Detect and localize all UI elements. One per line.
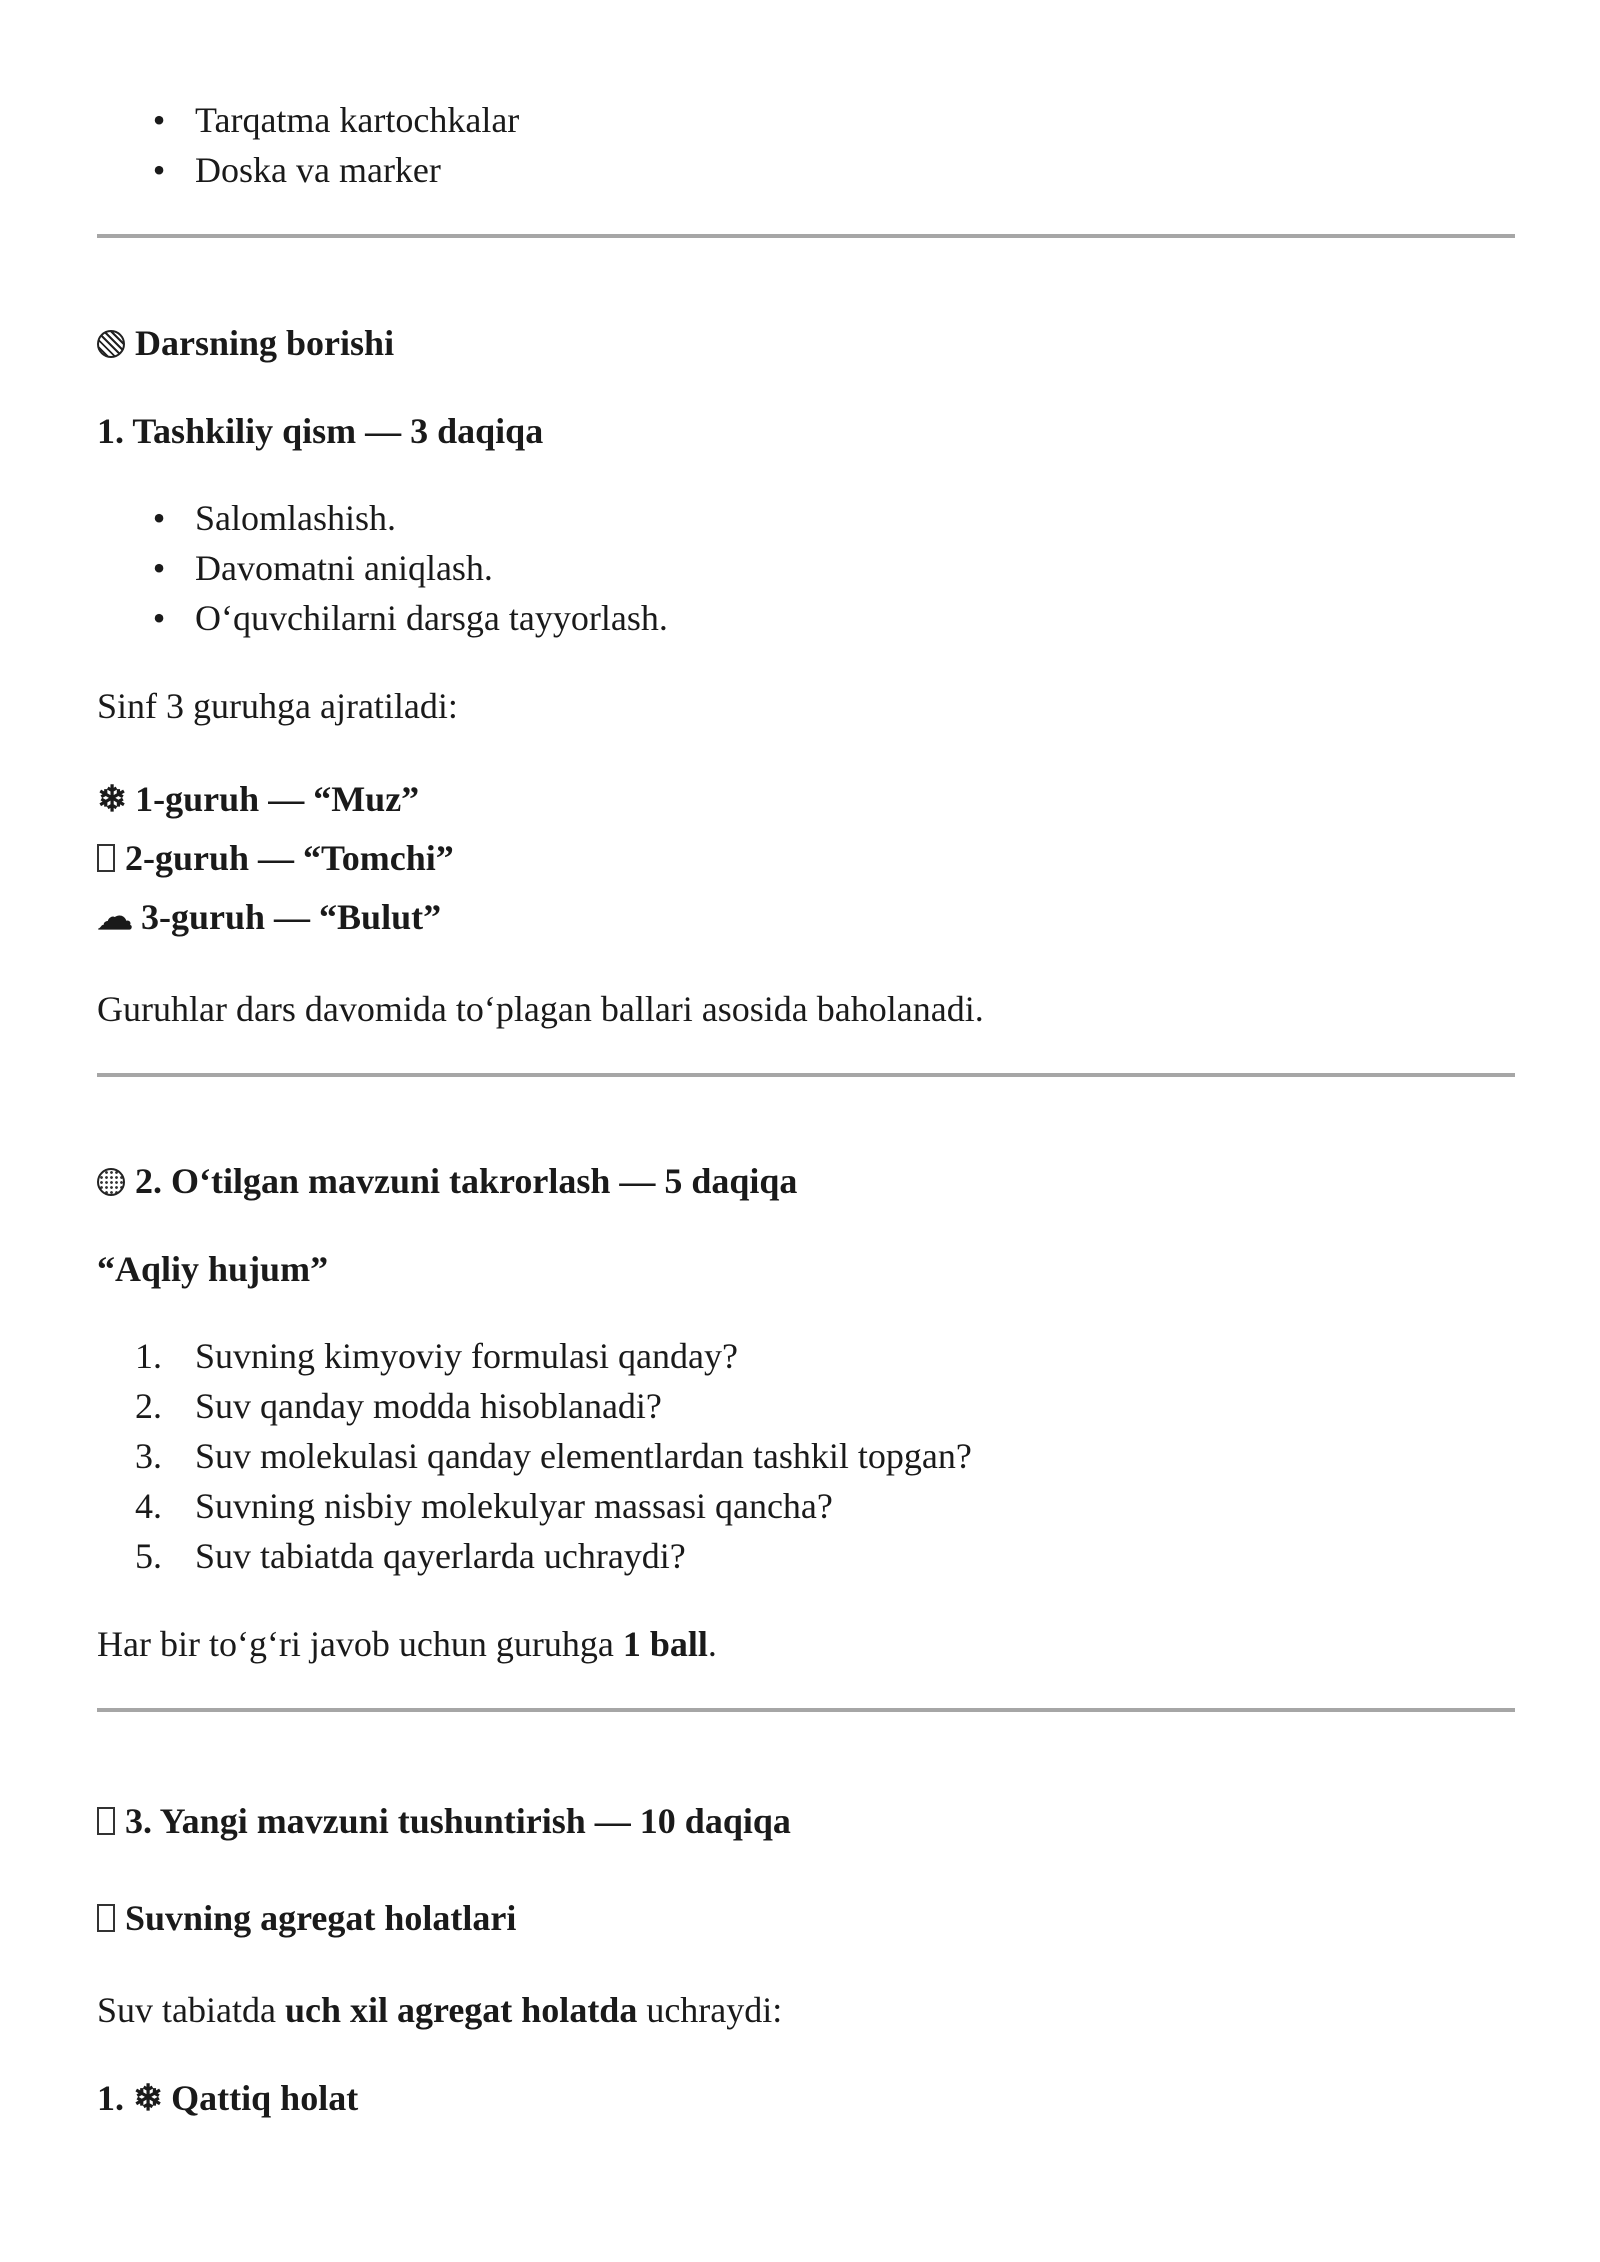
hatched-circle-icon (97, 330, 125, 358)
score-note: Har bir to‘g‘ri javob uchun guruhga 1 ball. (97, 1624, 717, 1664)
group-muz: ❄ 1-guruh — “Muz” (97, 774, 419, 824)
part3-heading: 3. Yangi mavzuni tushuntirish — 10 daqiqa (97, 1796, 791, 1846)
part2-subheading: “Aqliy hujum” (97, 1249, 329, 1289)
list-item: 3. Suv molekulasi qanday elementlardan tashkil topgan? (97, 1431, 972, 1481)
list-item: 4. Suvning nisbiy molekulyar massasi qancha? (97, 1481, 972, 1531)
part1-heading: 1. Tashkiliy qism — 3 daqiqa (97, 411, 544, 451)
list-number: 5. (135, 1536, 162, 1576)
list-item: 5. Suv tabiatda qayerlarda uchraydi? (97, 1531, 972, 1581)
part3-subheading: Suvning agregat holatlari (97, 1893, 516, 1943)
group-bulut: ☁ 3-guruh — “Bulut” (97, 892, 441, 942)
cloud-icon: ☁ (97, 897, 133, 937)
states-intro: Suv tabiatda uch xil agregat holatda uchraydi: (97, 1990, 783, 2030)
materials-list (97, 95, 519, 195)
groups-note: Guruhlar dars davomida to‘plagan ballari asosida baholanadi. (97, 989, 984, 1029)
list-number: 4. (135, 1486, 162, 1526)
bullet-icon: • (152, 100, 166, 140)
list-number: 1. (135, 1336, 162, 1376)
bullet-icon: • (152, 498, 166, 538)
lesson-heading: Darsning borishi (97, 318, 394, 368)
divider (97, 1073, 1515, 1077)
dotted-circle-icon (97, 1168, 125, 1196)
bullet-icon: • (152, 598, 166, 638)
divider (97, 234, 1515, 238)
lightbulb-icon (97, 1807, 115, 1835)
part1-list (97, 493, 668, 643)
bullet-icon: • (152, 150, 166, 190)
bullet-icon: • (152, 548, 166, 588)
droplet-icon (97, 1904, 115, 1932)
snowflake-icon: ❄ (133, 2078, 164, 2118)
list-item: 1. Suvning kimyoviy formulasi qanday? (97, 1331, 972, 1381)
list-item: • Doska va marker (97, 145, 519, 195)
group-tomchi: 2-guruh — “Tomchi” (97, 833, 454, 883)
list-number: 3. (135, 1436, 162, 1476)
state-solid-heading: 1. ❄ Qattiq holat (97, 2073, 358, 2123)
snowflake-icon: ❄ (97, 779, 128, 819)
groups-intro: Sinf 3 guruhga ajratiladi: (97, 686, 458, 726)
list-number: 2. (135, 1386, 162, 1426)
list-item: • Salomlashish. (97, 493, 668, 543)
part2-heading: 2. O‘tilgan mavzuni takrorlash — 5 daqiqa (97, 1156, 797, 1206)
list-item: 2. Suv qanday modda hisoblanadi? (97, 1381, 972, 1431)
list-item: • Tarqatma kartochkalar (97, 95, 519, 145)
list-item: • Davomatni aniqlash. (97, 543, 668, 593)
questions-list (97, 1331, 972, 1581)
droplet-icon (97, 844, 115, 872)
list-item: • O‘quvchilarni darsga tayyorlash. (97, 593, 668, 643)
divider (97, 1708, 1515, 1712)
